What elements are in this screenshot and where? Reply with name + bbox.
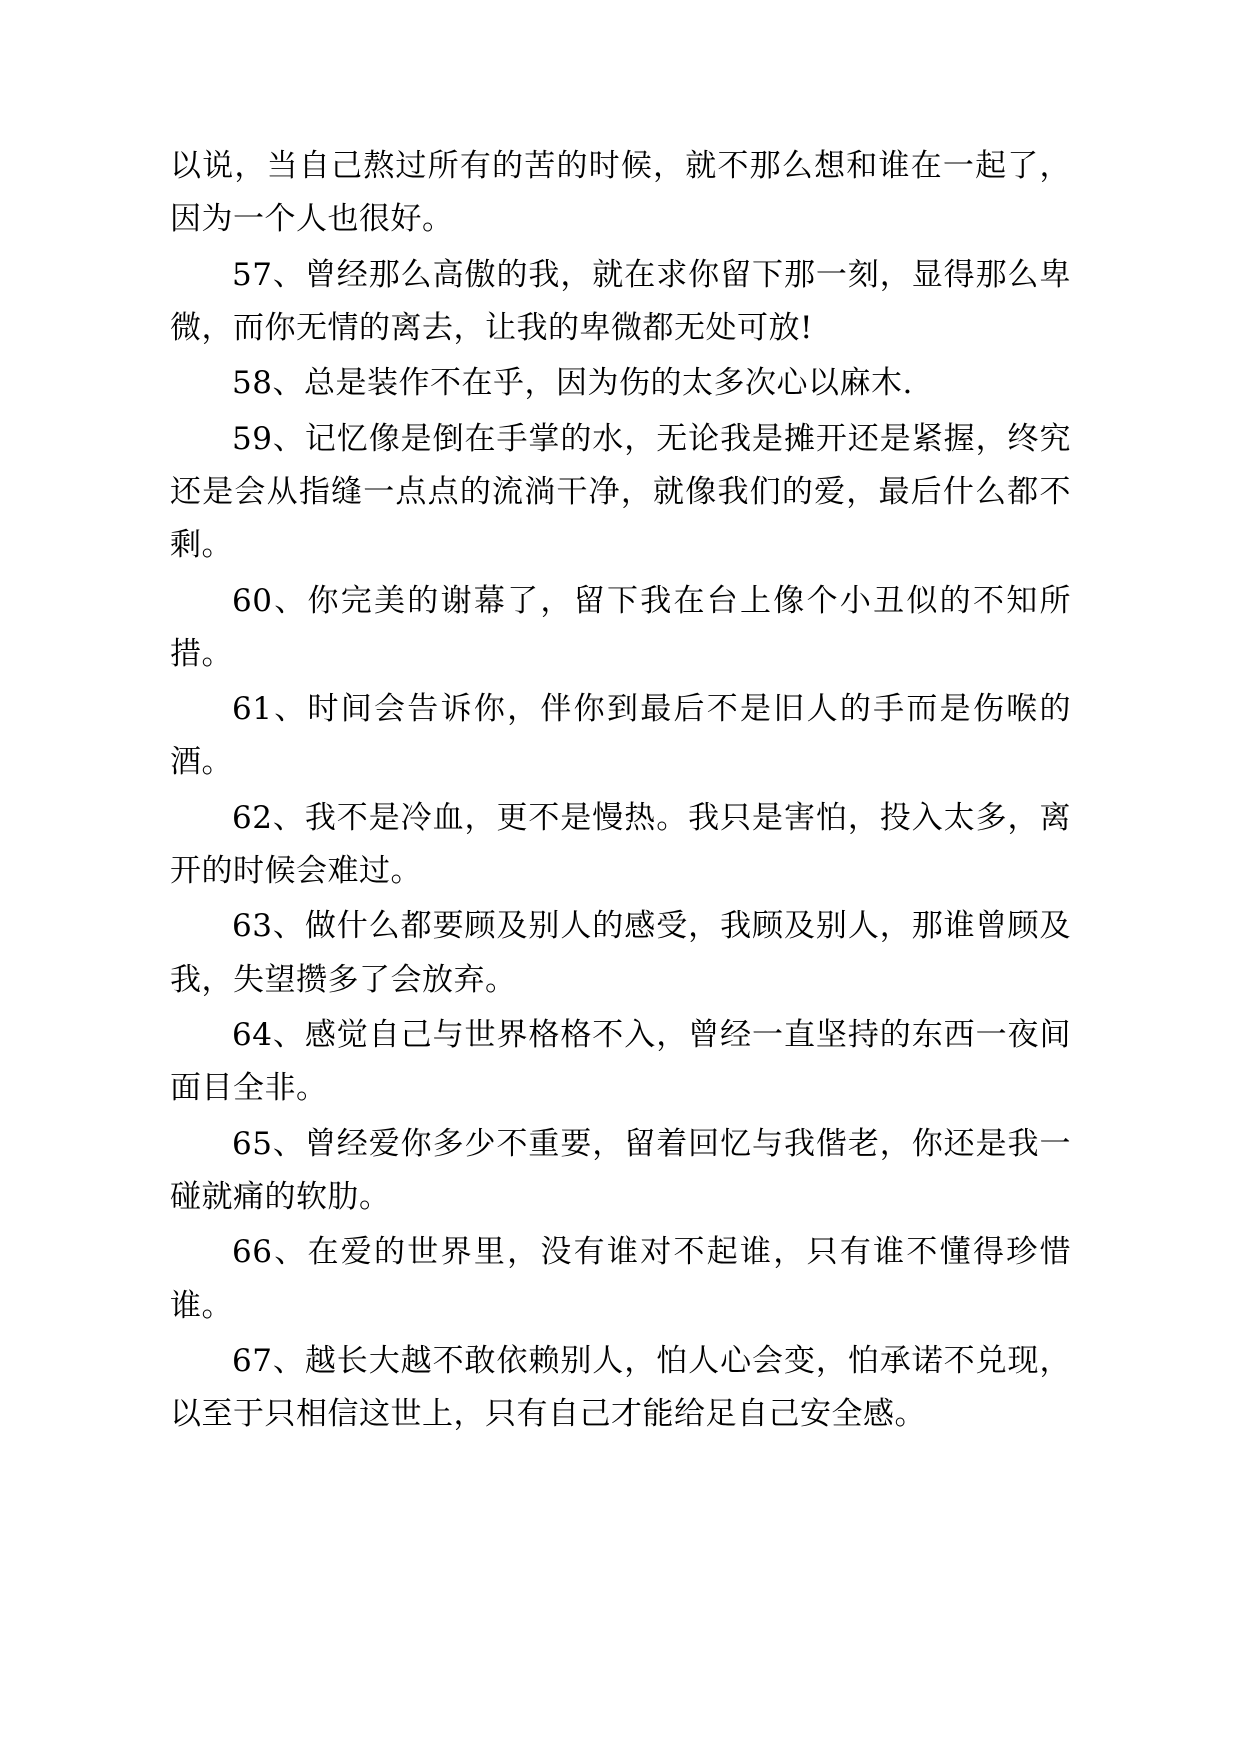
paragraph-item-63: 63、做什么都要顾及别人的感受，我顾及别人，那谁曾顾及我，失望攒多了会放弃。 [170, 908, 1071, 998]
paragraph-item-62: 62、我不是冷血，更不是慢热。我只是害怕，投入太多，离开的时候会难过。 [170, 799, 1071, 890]
paragraph-item-66: 66、在爱的世界里，没有谁对不起谁，只有谁不懂得珍惜谁。 [170, 1234, 1071, 1324]
paragraph-item-59: 59、记忆像是倒在手掌的水，无论我是摊开还是紧握，终究还是会从指缝一点点的流淌干净，就像我们的爱，最后什么都不剩。 [170, 420, 1071, 564]
paragraph-item-58: 58、总是装作不在乎，因为伤的太多次心以麻木. [232, 365, 913, 402]
paragraph-item-61: 61、时间会告诉你，伴你到最后不是旧人的手而是伤喉的酒。 [170, 691, 1071, 781]
paragraph-item-64: 64、感觉自己与世界格格不入，曾经一直坚持的东西一夜间面目全非。 [170, 1017, 1071, 1107]
paragraph-item-60: 60、你完美的谢幕了，留下我在台上像个小丑似的不知所措。 [170, 582, 1071, 672]
document-body [170, 140, 1071, 1442]
paragraph-continued-line: 以说，当自己熬过所有的苦的时候，就不那么想和谁在一起了，因为一个人也很好。 [170, 148, 1071, 238]
paragraph-item-67: 67、越长大越不敢依赖别人，怕人心会变，怕承诺不兑现，以至于只相信这世上，只有自己才能给足自己安全感。 [170, 1342, 1071, 1433]
paragraph-item-57: 57、曾经那么高傲的我，就在求你留下那一刻，显得那么卑微，而你无情的离去，让我的卑微都无处可放! [170, 256, 1071, 346]
paragraph-item-65: 65、曾经爱你多少不重要，留着回忆与我偕老，你还是我一碰就痛的软肋。 [170, 1125, 1071, 1215]
